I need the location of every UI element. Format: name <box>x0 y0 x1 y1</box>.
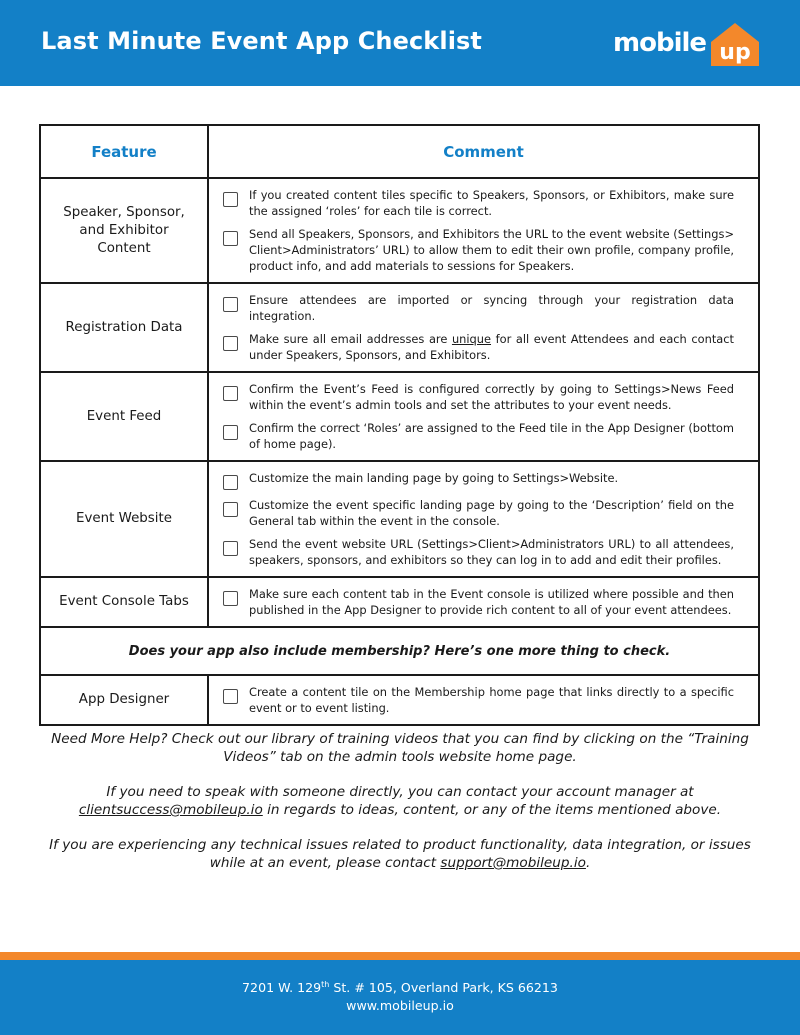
checklist-item <box>223 470 734 490</box>
column-header-feature: Feature <box>40 125 208 178</box>
checklist-item <box>223 586 734 618</box>
comment-cell <box>208 461 759 577</box>
footer-address <box>0 976 800 997</box>
help-training-paragraph: Need More Help? Check out our library of training videos that you can find by clicking on the “Training Videos” tab on the admin tools website home page. <box>51 731 749 765</box>
checklist-item-text-unique: Make sure all email addresses are unique for all event Attendees and each contact under Speakers, Sponsors, and Exhibitors. <box>249 332 734 362</box>
page-title: Last Minute Event App Checklist <box>41 27 482 55</box>
checklist-item <box>223 420 734 452</box>
logo-wordmark: mobile <box>613 28 707 58</box>
checklist-item <box>223 226 734 274</box>
table-row <box>40 461 759 577</box>
help-contact-text: If you need to speak with someone directly, you can contact your account manager at <box>106 784 694 800</box>
checklist-item <box>223 187 734 219</box>
table-row <box>40 675 759 725</box>
column-header-comment: Comment <box>208 125 759 178</box>
feature-cell: Event Feed <box>40 372 208 461</box>
address-rest: St. # 105, Overland Park, KS 66213 <box>329 980 558 996</box>
checkbox[interactable] <box>223 502 238 517</box>
checklist-table <box>39 124 760 726</box>
checklist-item-text: Customize the event specific landing page by going to the ‘Description’ field on the General tab within the event in the console. <box>249 498 734 528</box>
checkbox[interactable] <box>223 475 238 490</box>
feature-cell: Event Console Tabs <box>40 577 208 627</box>
header-banner <box>0 0 800 86</box>
comment-cell <box>208 178 759 283</box>
address-street-number: 7201 W. 129 <box>242 980 322 996</box>
checklist-item <box>223 381 734 413</box>
feature-cell: Speaker, Sponsor, and Exhibitor Content <box>40 178 208 283</box>
house-logo-icon <box>709 20 761 68</box>
feature-cell: App Designer <box>40 675 208 725</box>
checkbox[interactable] <box>223 591 238 606</box>
checklist-item <box>223 497 734 529</box>
checklist-item-text: Create a content tile on the Membership home page that links directly to a specific event or to event listing. <box>249 685 734 715</box>
comment-cell <box>208 372 759 461</box>
mobileup-logo <box>613 20 763 68</box>
checkbox[interactable] <box>223 689 238 704</box>
support-email-link[interactable]: support@mobileup.io <box>440 855 586 871</box>
checklist-item-text: Customize the main landing page by going to Settings>Website. <box>249 471 619 485</box>
membership-note-row <box>40 627 759 675</box>
table-row <box>40 178 759 283</box>
help-support-paragraph <box>40 836 760 872</box>
feature-cell: Event Website <box>40 461 208 577</box>
table-row <box>40 283 759 372</box>
checklist-item <box>223 684 734 716</box>
logo-badge-text: up <box>719 40 751 65</box>
help-support-text-end: . <box>585 855 591 871</box>
checklist-item <box>223 331 734 363</box>
underlined-word: unique <box>451 332 492 346</box>
checkbox[interactable] <box>223 336 238 351</box>
checkbox[interactable] <box>223 297 238 312</box>
help-section <box>40 730 760 889</box>
checklist-item-text: Confirm the Event’s Feed is configured correctly by going to Settings>News Feed within the event’s admin tools and set the attributes to your event needs. <box>249 382 734 412</box>
checklist-item-text: If you created content tiles specific to Speakers, Sponsors, or Exhibitors, make sure the assigned ‘roles’ for each tile is correct. <box>249 188 734 218</box>
checklist-item-text: Send all Speakers, Sponsors, and Exhibitors the URL to the event website (Settings> Client>Administrators’ URL) to allow them to edit their own profile, company profile, product info, and add materials to sessions for Speakers. <box>249 227 734 273</box>
checklist-item <box>223 292 734 324</box>
table-row <box>40 577 759 627</box>
membership-note: Does your app also include membership? Here’s one more thing to check. <box>40 627 759 675</box>
table-header-row <box>40 125 759 178</box>
footer <box>0 960 800 1035</box>
checklist-item <box>223 536 734 568</box>
help-contact-paragraph <box>40 783 760 819</box>
help-support-text: If you are experiencing any technical issues related to product functionality, data integration, or issues while at an event, please contact <box>49 837 751 871</box>
clientsuccess-email-link[interactable]: clientsuccess@mobileup.io <box>78 802 263 818</box>
comment-cell <box>208 577 759 627</box>
checkbox[interactable] <box>223 386 238 401</box>
checklist-item-text: Confirm the correct ‘Roles’ are assigned to the Feed tile in the App Designer (bottom of home page). <box>249 421 734 451</box>
feature-cell: Registration Data <box>40 283 208 372</box>
checklist-item-text: Ensure attendees are imported or syncing through your registration data integration. <box>249 293 734 323</box>
comment-cell <box>208 283 759 372</box>
footer-accent-stripe <box>0 952 800 960</box>
table-row <box>40 372 759 461</box>
checkbox[interactable] <box>223 541 238 556</box>
help-contact-text-end: in regards to ideas, content, or any of the items mentioned above. <box>262 802 722 818</box>
address-superscript: th <box>321 980 330 989</box>
checklist-item-text: Send the event website URL (Settings>Client>Administrators URL) to all attendees, speakers, sponsors, and exhibitors so they can log in to add and edit their profiles. <box>249 537 734 567</box>
checkbox[interactable] <box>223 231 238 246</box>
comment-cell <box>208 675 759 725</box>
checklist-item-text: Make sure each content tab in the Event console is utilized where possible and then published in the App Designer to provide rich content to all of your event attendees. <box>249 587 734 617</box>
checkbox[interactable] <box>223 192 238 207</box>
checkbox[interactable] <box>223 425 238 440</box>
footer-website-link[interactable]: www.mobileup.io <box>346 998 454 1014</box>
